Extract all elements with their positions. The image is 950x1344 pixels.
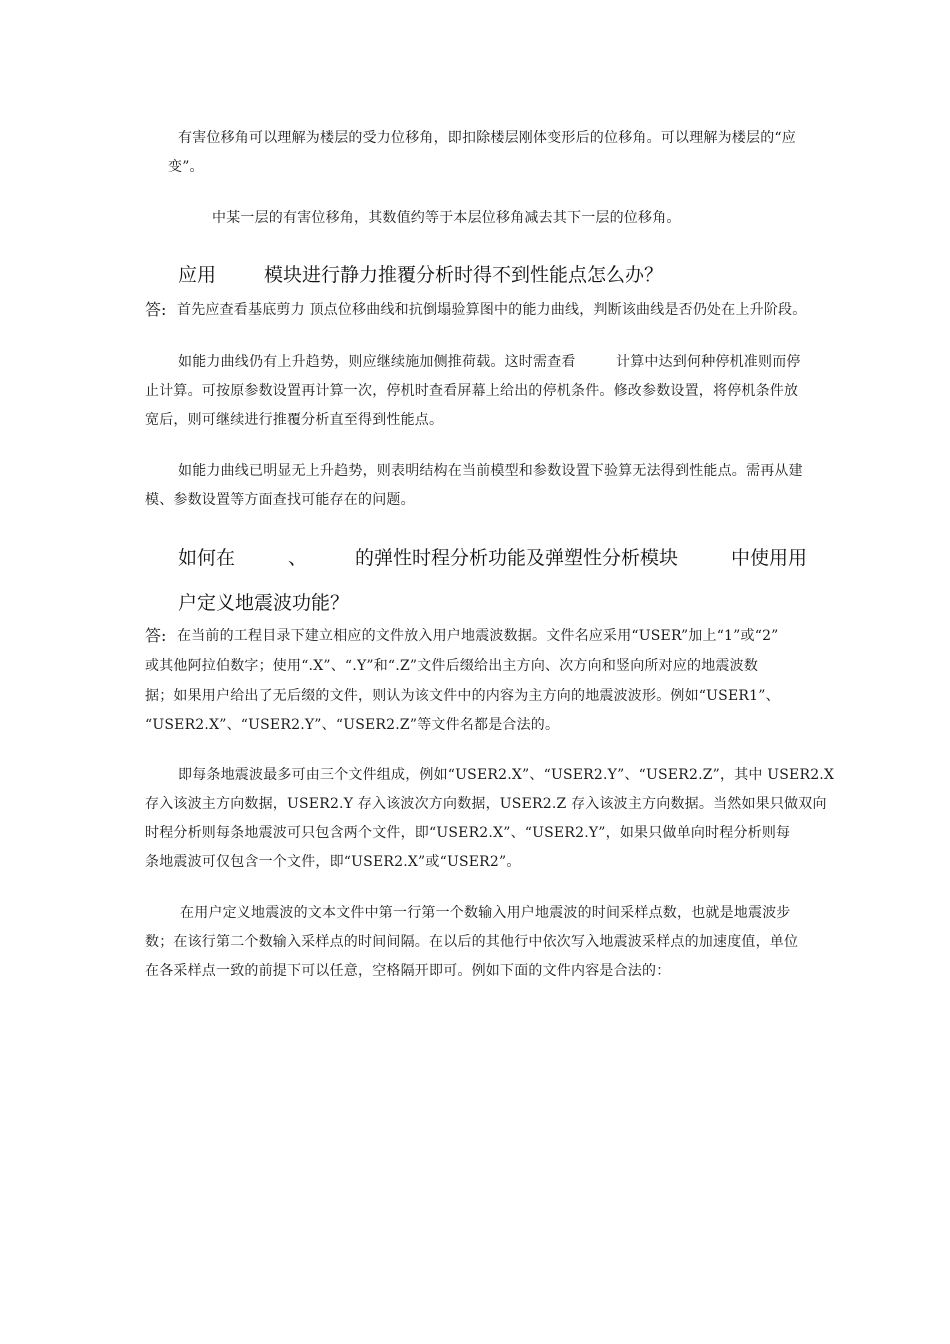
paragraph-line: 或其他阿拉伯数字；使用“.X”、“.Y”和“.Z”文件后缀给出主方向、次方向和竖向所对应的地震波数 [145,658,759,674]
paragraph-line: “USER2.X”、“USER2.Y”、“USER2.Z”等文件名都是合法的。 [145,717,560,733]
paragraph-line: 条地震波可仅包含一个文件，即“USER2.X”或“USER2”。 [145,854,521,870]
paragraph-line: 首先应查看基底剪力 顶点位移曲线和抗倒塌验算图中的能力曲线，判断该曲线是否仍处在上升阶段。 [177,302,807,318]
paragraph-line: 模、参数设置等方面查找可能存在的问题。 [145,492,415,508]
heading-text: 中使用用 [731,547,808,569]
heading-text: 应用 [178,264,217,286]
paragraph-line: 宽后，则可继续进行推覆分析直至得到性能点。 [145,412,444,428]
question-heading-continued: 户定义地震波功能？ [178,592,350,614]
heading-text: 的弹性时程分析功能及弹塑性分析模块 [355,547,679,569]
paragraph-line: 如能力曲线已明显无上升趋势，则表明结构在当前模型和参数设置下验算无法得到性能点。需再从建 [178,463,803,479]
paragraph-line: 计算中达到何种停机准则而停 [616,354,801,370]
answer-label: 答: [145,300,167,319]
paragraph-line: 中某一层的有害位移角，其数值约等于本层位移角减去其下一层的位移角。 [212,210,681,226]
paragraph-line: 如能力曲线仍有上升趋势，则应继续施加侧推荷载。这时需查看 [178,354,576,370]
paragraph-line: 据；如果用户给出了无后缀的文件，则认为该文件中的内容为主方向的地震波波形。例如“USER1”、 [145,688,780,704]
paragraph-line: 在各采样点一致的前提下可以任意，空格隔开即可。例如下面的文件内容是合法的： [145,963,671,979]
paragraph-line: 存入该波主方向数据，USER2.Y 存入该波次方向数据，USER2.Z 存入该波主方向数据。当然如果只做双向 [145,796,827,812]
paragraph-line: 数；在该行第二个数输入采样点的时间间隔。在以后的其他行中依次写入地震波采样点的加速度值，单位 [145,934,799,950]
paragraph-line: 变”。 [168,159,204,175]
question-heading [178,262,698,288]
answer-label: 答: [145,626,167,645]
paragraph-line: 止计算。可按原参数设置再计算一次，停机时查看屏幕上给出的停机条件。修改参数设置，将停机条件放 [145,383,799,399]
paragraph-line: 有害位移角可以理解为楼层的受力位移角，即扣除楼层刚体变形后的位移角。可以理解为楼层的“应 [178,130,796,146]
heading-text: 模块进行静力推覆分析时得不到性能点怎么办？ [264,264,664,286]
paragraph-line: 即每条地震波最多可由三个文件组成，例如“USER2.X”、“USER2.Y”、“USER2.Z”，其中 USER2.X [178,767,835,783]
heading-text: 如何在 [178,547,236,569]
paragraph-line: 在当前的工程目录下建立相应的文件放入用户地震波数据。文件名应采用“USER”加上“1”或“2” [177,628,779,644]
paragraph-line: 时程分析则每条地震波可只包含两个文件，即“USER2.X”、“USER2.Y”，如果只做单向时程分析则每 [145,825,791,841]
question-heading [178,545,818,571]
paragraph-line: 在用户定义地震波的文本文件中第一行第一个数输入用户地震波的时间采样点数，也就是地震波步 [180,905,791,921]
heading-text: 、 [288,547,308,569]
